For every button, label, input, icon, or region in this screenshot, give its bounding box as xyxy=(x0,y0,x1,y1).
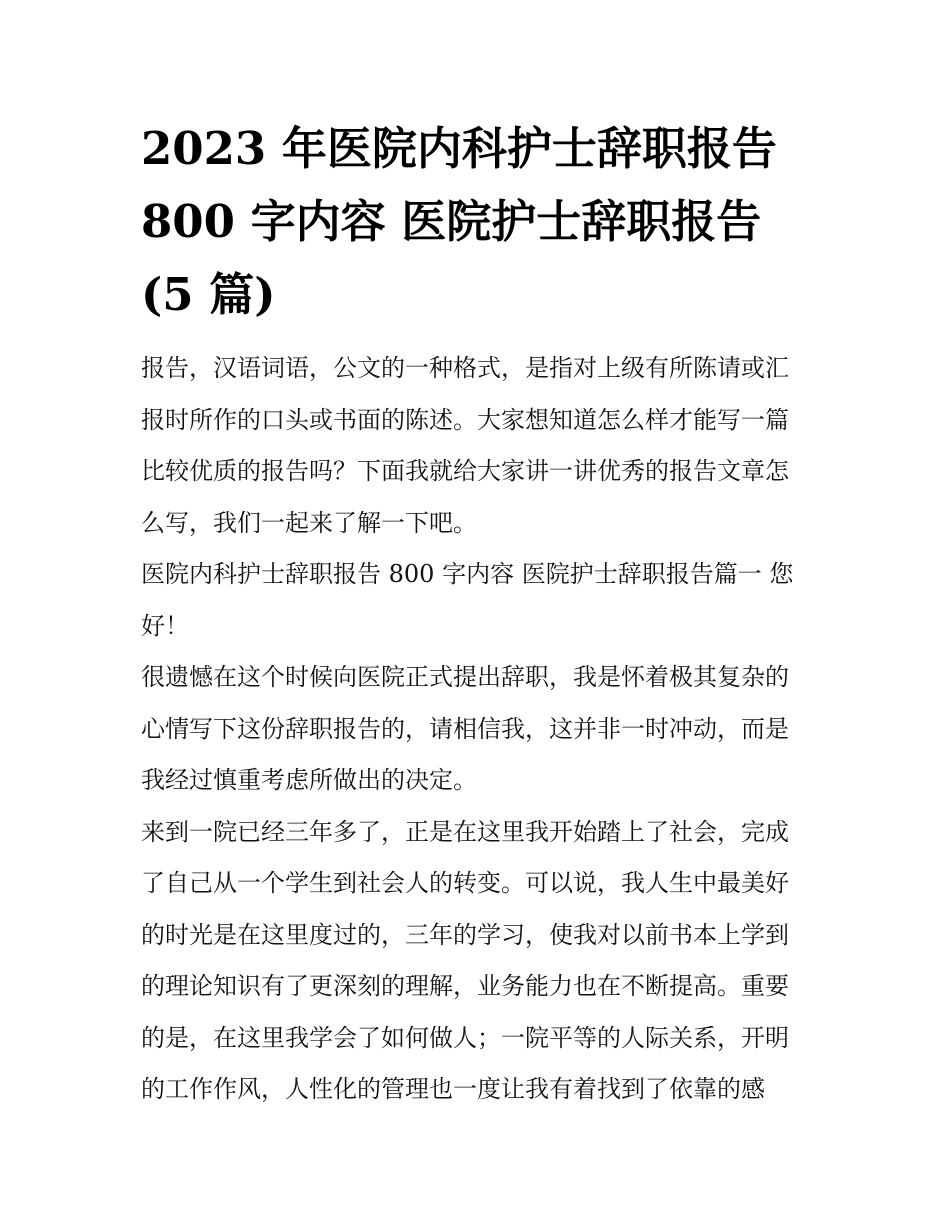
document-content xyxy=(141,112,813,1116)
document-body xyxy=(141,343,813,1116)
text-line: 了自己从一个学生到社会人的转变。可以说，我人生中最美好 xyxy=(141,869,789,897)
title-line: (5 篇) xyxy=(141,268,276,321)
text-line: 么写，我们一起来了解一下吧。 xyxy=(141,508,477,537)
text-line: 我经过慎重考虑所做出的决定。 xyxy=(141,766,477,794)
paragraph-resignation xyxy=(141,652,813,807)
text-line: 很遗憾在这个时候向医院正式提出辞职，我是怀着极其复杂的 xyxy=(141,663,789,691)
text-line: 比较优质的报告吗？下面我就给大家讲一讲优秀的报告文章怎 xyxy=(141,457,789,485)
paragraph-intro xyxy=(141,343,813,549)
text-line: 来到一院已经三年多了，正是在这里我开始踏上了社会，完成 xyxy=(141,817,789,846)
text-line: 的理论知识有了更深刻的理解，业务能力也在不断提高。重要 xyxy=(141,972,789,1000)
title-line: 800 字内容 医院护士辞职报告 xyxy=(141,195,762,248)
document-title xyxy=(141,112,813,331)
text-line: 医院内科护士辞职报告 800 字内容 医院护士辞职报告篇一 您 xyxy=(141,560,794,588)
title-line: 2023 年医院内科护士辞职报告 xyxy=(141,122,777,175)
text-line: 好！ xyxy=(141,611,189,640)
text-line: 的是，在这里我学会了如何做人；一院平等的人际关系，开明 xyxy=(141,1023,789,1052)
text-line: 的工作作风，人性化的管理也一度让我有着找到了依靠的感 xyxy=(141,1075,765,1103)
text-line: 心情写下这份辞职报告的，请相信我，这并非一时冲动，而是 xyxy=(141,714,789,743)
text-line: 报时所作的口头或书面的陈述。大家想知道怎么样才能写一篇 xyxy=(141,405,789,434)
paragraph-section-heading xyxy=(141,549,813,652)
paragraph-experience xyxy=(141,807,813,1116)
text-line: 的时光是在这里度过的，三年的学习，使我对以前书本上学到 xyxy=(141,920,789,949)
text-line: 报告，汉语词语，公文的一种格式，是指对上级有所陈请或汇 xyxy=(141,354,789,382)
